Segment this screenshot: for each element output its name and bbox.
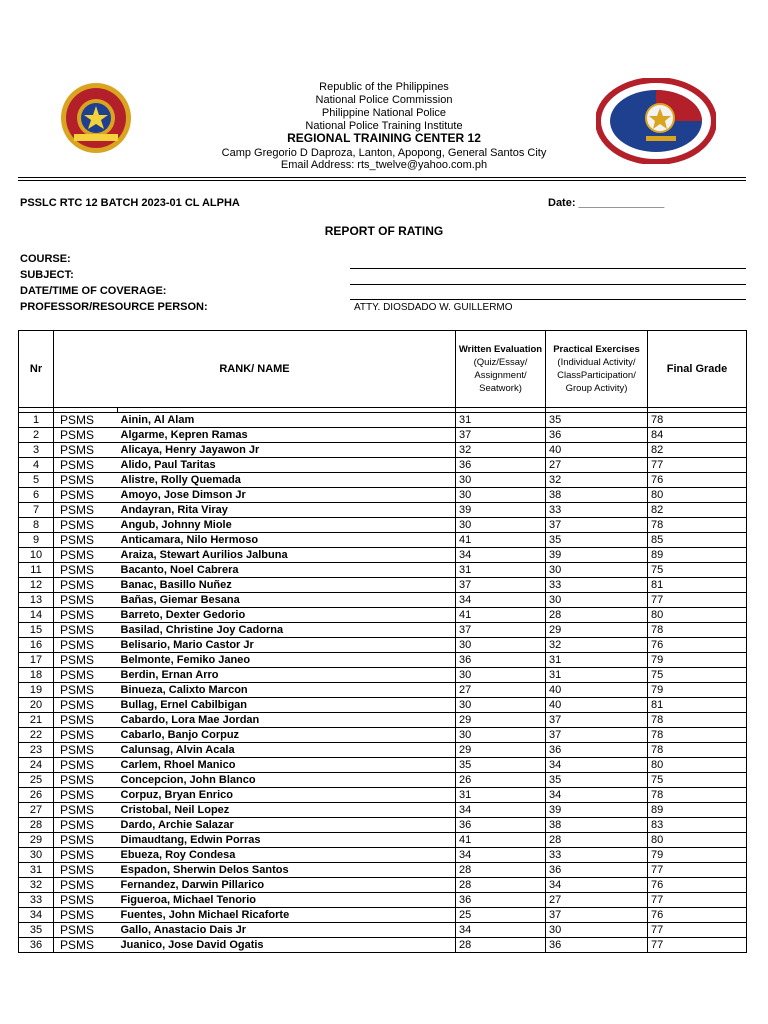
written-score-cell: 30 <box>456 473 546 488</box>
rank-cell: PSMS <box>54 443 118 458</box>
table-row <box>19 548 747 563</box>
table-row <box>19 488 747 503</box>
final-grade-cell: 89 <box>648 803 747 818</box>
name-cell: Bacanto, Noel Cabrera <box>118 563 456 578</box>
table-row <box>19 443 747 458</box>
nr-cell: 1 <box>19 413 54 428</box>
nr-cell: 28 <box>19 818 54 833</box>
final-grade-cell: 79 <box>648 653 747 668</box>
name-cell: Bañas, Giemar Besana <box>118 593 456 608</box>
written-score-cell: 31 <box>456 563 546 578</box>
final-grade-cell: 77 <box>648 923 747 938</box>
table-row <box>19 698 747 713</box>
practical-score-cell: 32 <box>546 473 648 488</box>
final-grade-cell: 83 <box>648 818 747 833</box>
name-cell: Concepcion, John Blanco <box>118 773 456 788</box>
practical-score-cell: 36 <box>546 428 648 443</box>
nr-cell: 29 <box>19 833 54 848</box>
report-title: REPORT OF RATING <box>324 224 444 238</box>
table-row <box>19 638 747 653</box>
name-cell: Basilad, Christine Joy Cadorna <box>118 623 456 638</box>
practical-score-cell: 40 <box>546 698 648 713</box>
rank-cell: PSMS <box>54 638 118 653</box>
nr-cell: 3 <box>19 443 54 458</box>
table-row <box>19 863 747 878</box>
nr-cell: 23 <box>19 743 54 758</box>
written-score-cell: 26 <box>456 773 546 788</box>
final-grade-cell: 75 <box>648 668 747 683</box>
final-grade-cell: 78 <box>648 788 747 803</box>
rank-cell: PSMS <box>54 518 118 533</box>
header-line-napolcom: National Police Commission <box>315 94 453 106</box>
nr-cell: 27 <box>19 803 54 818</box>
written-score-cell: 27 <box>456 683 546 698</box>
subject-line <box>350 268 746 269</box>
nr-cell: 36 <box>19 938 54 953</box>
final-grade-cell: 79 <box>648 848 747 863</box>
rank-cell: PSMS <box>54 653 118 668</box>
rank-cell: PSMS <box>54 773 118 788</box>
final-grade-cell: 78 <box>648 518 747 533</box>
name-cell: Andayran, Rita Viray <box>118 503 456 518</box>
practical-score-cell: 37 <box>546 713 648 728</box>
nr-cell: 31 <box>19 863 54 878</box>
coverage-line <box>350 284 746 285</box>
practical-score-cell: 30 <box>546 593 648 608</box>
rank-cell: PSMS <box>54 743 118 758</box>
final-grade-cell: 75 <box>648 563 747 578</box>
written-score-cell: 41 <box>456 533 546 548</box>
name-cell: Cabardo, Lora Mae Jordan <box>118 713 456 728</box>
rank-cell: PSMS <box>54 923 118 938</box>
header-address: Camp Gregorio D Daproza, Lanton, Apopong, General Santos City <box>221 147 547 159</box>
practical-score-cell: 27 <box>546 458 648 473</box>
rank-cell: PSMS <box>54 623 118 638</box>
header-written-sub: (Quiz/Essay/ Assignment/ Seatwork) <box>473 357 528 394</box>
rank-cell: PSMS <box>54 683 118 698</box>
nr-cell: 5 <box>19 473 54 488</box>
practical-score-cell: 28 <box>546 608 648 623</box>
written-score-cell: 28 <box>456 863 546 878</box>
name-cell: Corpuz, Bryan Enrico <box>118 788 456 803</box>
nr-cell: 18 <box>19 668 54 683</box>
practical-score-cell: 38 <box>546 488 648 503</box>
header-written-title: Written Evaluation <box>458 344 543 355</box>
header-line-republic: Republic of the Philippines <box>319 81 449 93</box>
rank-cell: PSMS <box>54 593 118 608</box>
header-center-name: REGIONAL TRAINING CENTER 12 <box>287 131 481 145</box>
written-score-cell: 41 <box>456 608 546 623</box>
rank-cell: PSMS <box>54 668 118 683</box>
written-score-cell: 36 <box>456 818 546 833</box>
practical-score-cell: 37 <box>546 908 648 923</box>
table-row <box>19 818 747 833</box>
table-row <box>19 893 747 908</box>
final-grade-cell: 78 <box>648 413 747 428</box>
final-grade-cell: 82 <box>648 443 747 458</box>
written-score-cell: 34 <box>456 548 546 563</box>
nr-cell: 32 <box>19 878 54 893</box>
professor-value: ATTY. DIOSDADO W. GUILLERMO <box>354 302 513 313</box>
written-score-cell: 41 <box>456 833 546 848</box>
nr-cell: 8 <box>19 518 54 533</box>
practical-score-cell: 35 <box>546 773 648 788</box>
nr-cell: 21 <box>19 713 54 728</box>
header-email: Email Address: rts_twelve@yahoo.com.ph <box>280 159 488 171</box>
name-cell: Gallo, Anastacio Dais Jr <box>118 923 456 938</box>
name-cell: Fernandez, Darwin Pillarico <box>118 878 456 893</box>
header-practical-title: Practical Exercises <box>553 344 640 355</box>
nr-cell: 9 <box>19 533 54 548</box>
final-grade-cell: 84 <box>648 428 747 443</box>
name-cell: Anticamara, Nilo Hermoso <box>118 533 456 548</box>
practical-score-cell: 27 <box>546 893 648 908</box>
rank-cell: PSMS <box>54 458 118 473</box>
rank-cell: PSMS <box>54 608 118 623</box>
final-grade-cell: 75 <box>648 773 747 788</box>
written-score-cell: 29 <box>456 713 546 728</box>
rank-cell: PSMS <box>54 728 118 743</box>
practical-score-cell: 33 <box>546 578 648 593</box>
table-row <box>19 563 747 578</box>
written-score-cell: 34 <box>456 803 546 818</box>
table-row <box>19 923 747 938</box>
nr-cell: 15 <box>19 623 54 638</box>
name-cell: Belisario, Mario Castor Jr <box>118 638 456 653</box>
written-score-cell: 30 <box>456 488 546 503</box>
header-nr: Nr <box>19 331 54 408</box>
written-score-cell: 37 <box>456 623 546 638</box>
written-score-cell: 32 <box>456 443 546 458</box>
practical-score-cell: 34 <box>546 758 648 773</box>
final-grade-cell: 89 <box>648 548 747 563</box>
nr-cell: 2 <box>19 428 54 443</box>
table-row <box>19 848 747 863</box>
rank-cell: PSMS <box>54 698 118 713</box>
table-row <box>19 878 747 893</box>
name-cell: Ebueza, Roy Condesa <box>118 848 456 863</box>
nr-cell: 16 <box>19 638 54 653</box>
table-row <box>19 803 747 818</box>
table-row <box>19 413 747 428</box>
written-score-cell: 28 <box>456 878 546 893</box>
header-practical-sub: (Individual Activity/ ClassParticipation/ Group Activity) <box>557 357 636 394</box>
table-row <box>19 578 747 593</box>
practical-score-cell: 35 <box>546 533 648 548</box>
table-row <box>19 593 747 608</box>
practical-score-cell: 34 <box>546 788 648 803</box>
table-row <box>19 518 747 533</box>
nr-cell: 24 <box>19 758 54 773</box>
nr-cell: 13 <box>19 593 54 608</box>
rank-cell: PSMS <box>54 488 118 503</box>
practical-score-cell: 36 <box>546 743 648 758</box>
header-final: Final Grade <box>648 331 747 408</box>
name-cell: Carlem, Rhoel Manico <box>118 758 456 773</box>
final-grade-cell: 77 <box>648 593 747 608</box>
header-practical <box>546 331 648 408</box>
date-label: Date: ______________ <box>548 197 665 209</box>
written-score-cell: 30 <box>456 638 546 653</box>
final-grade-cell: 79 <box>648 683 747 698</box>
written-score-cell: 31 <box>456 788 546 803</box>
name-cell: Espadon, Sherwin Delos Santos <box>118 863 456 878</box>
batch-label: PSSLC RTC 12 BATCH 2023-01 CL ALPHA <box>20 197 240 209</box>
header-line-npti: National Police Training Institute <box>305 120 463 132</box>
rank-cell: PSMS <box>54 818 118 833</box>
rank-cell: PSMS <box>54 563 118 578</box>
nr-cell: 19 <box>19 683 54 698</box>
final-grade-cell: 76 <box>648 878 747 893</box>
nr-cell: 22 <box>19 728 54 743</box>
rank-cell: PSMS <box>54 503 118 518</box>
name-cell: Belmonte, Femiko Janeo <box>118 653 456 668</box>
name-cell: Alido, Paul Taritas <box>118 458 456 473</box>
header-rank-name: RANK/ NAME <box>54 331 456 408</box>
final-grade-cell: 78 <box>648 728 747 743</box>
table-row <box>19 833 747 848</box>
rank-cell: PSMS <box>54 788 118 803</box>
final-grade-cell: 82 <box>648 503 747 518</box>
rank-cell: PSMS <box>54 878 118 893</box>
rank-cell: PSMS <box>54 938 118 953</box>
name-cell: Alicaya, Henry Jayawon Jr <box>118 443 456 458</box>
written-score-cell: 34 <box>456 848 546 863</box>
practical-score-cell: 33 <box>546 503 648 518</box>
table-row <box>19 458 747 473</box>
practical-score-cell: 36 <box>546 938 648 953</box>
written-score-cell: 34 <box>456 923 546 938</box>
table-header-row <box>19 331 747 408</box>
table-row <box>19 713 747 728</box>
name-cell: Ainin, Al Alam <box>118 413 456 428</box>
final-grade-cell: 77 <box>648 938 747 953</box>
header-divider-top <box>18 177 746 178</box>
final-grade-cell: 78 <box>648 623 747 638</box>
coverage-label: DATE/TIME OF COVERAGE: <box>20 285 167 297</box>
table-row <box>19 668 747 683</box>
practical-score-cell: 29 <box>546 623 648 638</box>
final-grade-cell: 80 <box>648 758 747 773</box>
name-cell: Bullag, Ernel Cabilbigan <box>118 698 456 713</box>
name-cell: Calunsag, Alvin Acala <box>118 743 456 758</box>
rank-cell: PSMS <box>54 833 118 848</box>
table-row <box>19 743 747 758</box>
practical-score-cell: 36 <box>546 863 648 878</box>
final-grade-cell: 76 <box>648 473 747 488</box>
rank-cell: PSMS <box>54 413 118 428</box>
table-row <box>19 728 747 743</box>
name-cell: Juanico, Jose David Ogatis <box>118 938 456 953</box>
rank-cell: PSMS <box>54 428 118 443</box>
rank-cell: PSMS <box>54 473 118 488</box>
rank-cell: PSMS <box>54 713 118 728</box>
written-score-cell: 34 <box>456 593 546 608</box>
header-line-pnp: Philippine National Police <box>321 107 447 119</box>
final-grade-cell: 85 <box>648 533 747 548</box>
name-cell: Barreto, Dexter Gedorio <box>118 608 456 623</box>
nr-cell: 17 <box>19 653 54 668</box>
name-cell: Figueroa, Michael Tenorio <box>118 893 456 908</box>
name-cell: Fuentes, John Michael Ricaforte <box>118 908 456 923</box>
header-divider-bottom <box>18 180 746 181</box>
written-score-cell: 36 <box>456 653 546 668</box>
professor-line <box>350 299 746 300</box>
nr-cell: 11 <box>19 563 54 578</box>
practical-score-cell: 33 <box>546 848 648 863</box>
name-cell: Algarme, Kepren Ramas <box>118 428 456 443</box>
rank-cell: PSMS <box>54 893 118 908</box>
practical-score-cell: 31 <box>546 668 648 683</box>
npc-seal-logo <box>60 82 132 154</box>
nr-cell: 25 <box>19 773 54 788</box>
grades-table <box>18 330 747 953</box>
nr-cell: 26 <box>19 788 54 803</box>
table-row <box>19 788 747 803</box>
table-row <box>19 473 747 488</box>
rank-cell: PSMS <box>54 758 118 773</box>
name-cell: Berdin, Ernan Arro <box>118 668 456 683</box>
final-grade-cell: 80 <box>648 833 747 848</box>
nr-cell: 6 <box>19 488 54 503</box>
nr-cell: 7 <box>19 503 54 518</box>
table-row <box>19 908 747 923</box>
rank-cell: PSMS <box>54 908 118 923</box>
name-cell: Binueza, Calixto Marcon <box>118 683 456 698</box>
name-cell: Araiza, Stewart Aurilios Jalbuna <box>118 548 456 563</box>
table-row <box>19 683 747 698</box>
rank-cell: PSMS <box>54 548 118 563</box>
written-score-cell: 30 <box>456 668 546 683</box>
practical-score-cell: 31 <box>546 653 648 668</box>
written-score-cell: 30 <box>456 698 546 713</box>
name-cell: Dardo, Archie Salazar <box>118 818 456 833</box>
subject-label: SUBJECT: <box>20 269 74 281</box>
practical-score-cell: 28 <box>546 833 648 848</box>
practical-score-cell: 34 <box>546 878 648 893</box>
practical-score-cell: 38 <box>546 818 648 833</box>
nr-cell: 12 <box>19 578 54 593</box>
final-grade-cell: 76 <box>648 638 747 653</box>
rank-cell: PSMS <box>54 863 118 878</box>
nr-cell: 33 <box>19 893 54 908</box>
written-score-cell: 25 <box>456 908 546 923</box>
table-row <box>19 533 747 548</box>
final-grade-cell: 76 <box>648 908 747 923</box>
rank-cell: PSMS <box>54 578 118 593</box>
table-row <box>19 623 747 638</box>
table-row <box>19 773 747 788</box>
practical-score-cell: 40 <box>546 443 648 458</box>
practical-score-cell: 32 <box>546 638 648 653</box>
practical-score-cell: 30 <box>546 923 648 938</box>
name-cell: Angub, Johnny Miole <box>118 518 456 533</box>
table-row <box>19 938 747 953</box>
practical-score-cell: 37 <box>546 728 648 743</box>
written-score-cell: 29 <box>456 743 546 758</box>
final-grade-cell: 77 <box>648 458 747 473</box>
final-grade-cell: 78 <box>648 713 747 728</box>
written-score-cell: 28 <box>456 938 546 953</box>
name-cell: Cristobal, Neil Lopez <box>118 803 456 818</box>
nr-cell: 34 <box>19 908 54 923</box>
rank-cell: PSMS <box>54 533 118 548</box>
nr-cell: 14 <box>19 608 54 623</box>
written-score-cell: 36 <box>456 893 546 908</box>
name-cell: Cabarlo, Banjo Corpuz <box>118 728 456 743</box>
final-grade-cell: 81 <box>648 698 747 713</box>
written-score-cell: 35 <box>456 758 546 773</box>
final-grade-cell: 77 <box>648 893 747 908</box>
table-row <box>19 428 747 443</box>
practical-score-cell: 39 <box>546 803 648 818</box>
professor-label: PROFESSOR/RESOURCE PERSON: <box>20 301 208 313</box>
nr-cell: 10 <box>19 548 54 563</box>
nr-cell: 30 <box>19 848 54 863</box>
practical-score-cell: 30 <box>546 563 648 578</box>
final-grade-cell: 80 <box>648 488 747 503</box>
name-cell: Banac, Basillo Nuñez <box>118 578 456 593</box>
name-cell: Dimaudtang, Edwin Porras <box>118 833 456 848</box>
table-row <box>19 758 747 773</box>
name-cell: Amoyo, Jose Dimson Jr <box>118 488 456 503</box>
written-score-cell: 36 <box>456 458 546 473</box>
practical-score-cell: 37 <box>546 518 648 533</box>
final-grade-cell: 80 <box>648 608 747 623</box>
written-score-cell: 30 <box>456 518 546 533</box>
written-score-cell: 31 <box>456 413 546 428</box>
practical-score-cell: 40 <box>546 683 648 698</box>
rank-cell: PSMS <box>54 848 118 863</box>
name-cell: Alistre, Rolly Quemada <box>118 473 456 488</box>
written-score-cell: 39 <box>456 503 546 518</box>
rank-cell: PSMS <box>54 803 118 818</box>
table-row <box>19 503 747 518</box>
table-row <box>19 653 747 668</box>
practical-score-cell: 39 <box>546 548 648 563</box>
final-grade-cell: 81 <box>648 578 747 593</box>
nr-cell: 35 <box>19 923 54 938</box>
written-score-cell: 37 <box>456 428 546 443</box>
nr-cell: 4 <box>19 458 54 473</box>
header-written <box>456 331 546 408</box>
final-grade-cell: 78 <box>648 743 747 758</box>
written-score-cell: 30 <box>456 728 546 743</box>
grades-table-body <box>19 408 747 953</box>
practical-score-cell: 35 <box>546 413 648 428</box>
final-grade-cell: 77 <box>648 863 747 878</box>
written-score-cell: 37 <box>456 578 546 593</box>
course-label: COURSE: <box>20 253 71 265</box>
table-row <box>19 608 747 623</box>
nr-cell: 20 <box>19 698 54 713</box>
